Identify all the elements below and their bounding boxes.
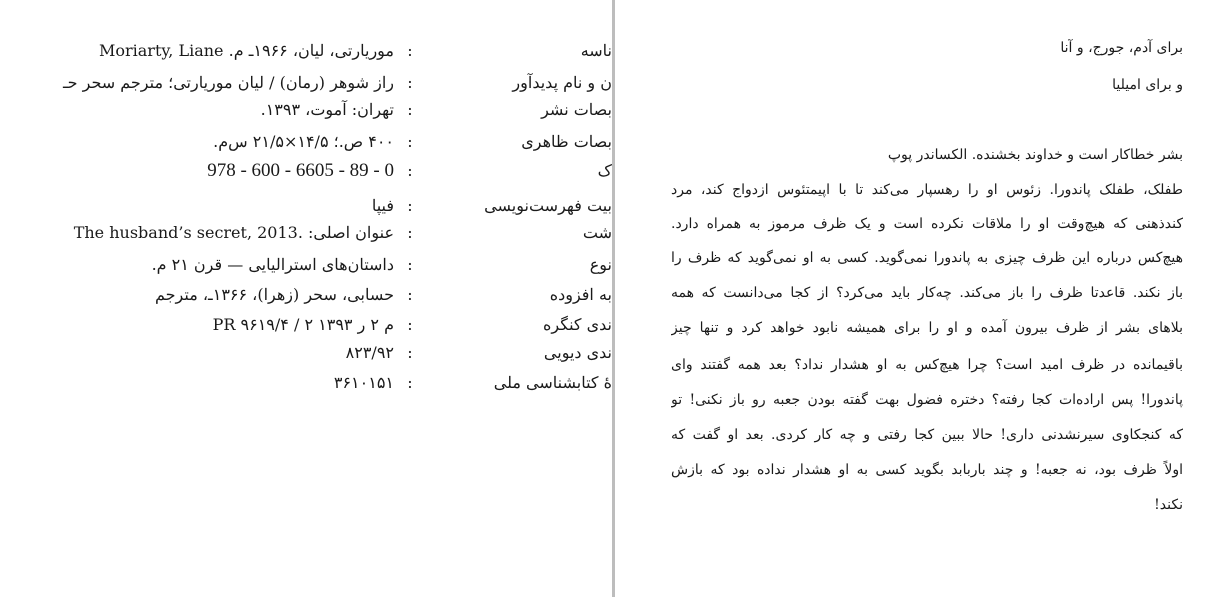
body-line: طفلک، طفلک پاندورا. زئوس او را رهسپار می‌کند تا با اپیمتئوس ازدواج کند، مرد — [671, 182, 1183, 198]
text-page — [616, 0, 1221, 597]
epigraph-line: بشر خطاکار است و خداوند بخشنده. الکساندر پوپ — [887, 147, 1183, 163]
catalog-colon: : — [407, 73, 413, 92]
body-line: اولاً ظرف بود، نه جعبه! و چند باربابد بگوید کسی به او هشدار نداده بود که بازش — [671, 462, 1183, 478]
catalog-colon: : — [407, 132, 413, 151]
catalog-row — [0, 129, 612, 155]
catalog-row — [0, 282, 612, 308]
catalog-value: موریارتی، لیان، ۱۹۶۶ـ م. Moriarty, Liane — [98, 41, 394, 60]
catalog-value: راز شوهر (رمان) / لیان موریارتی؛ مترجم سحر حـ — [62, 73, 394, 92]
catalog-label: ناسه — [580, 41, 612, 60]
catalog-value: PR ۹۶۱۹/۴ / ۲ م ۲ ر ۱۳۹۳ — [212, 315, 394, 334]
catalog-label: بصات نشر — [541, 100, 612, 119]
page-divider — [612, 0, 615, 597]
catalog-colon: : — [407, 285, 413, 304]
catalog-label: بیت فهرست‌نویسی — [484, 196, 612, 215]
catalog-colon: : — [407, 343, 413, 362]
catalog-colon: : — [407, 373, 413, 392]
catalog-colon: : — [407, 41, 413, 60]
catalog-label: نوع — [589, 255, 612, 274]
body-line: نکند! — [1154, 497, 1183, 513]
catalog-row — [0, 252, 612, 278]
catalog-label: ندی کنگره — [543, 315, 612, 334]
catalog-colon: : — [407, 255, 413, 274]
body-line: بلاهای بشر از ظرف بیرون آمده و او را برای همیشه نابود خواهد کرد و تنها چیز — [671, 320, 1183, 336]
catalog-label: به افزوده — [549, 285, 612, 304]
catalog-row — [0, 70, 612, 96]
catalog-value: ۴۰۰ ص.؛ ۱۴/۵×۲۱/۵ س‌م. — [213, 132, 394, 151]
catalog-colon: : — [407, 223, 413, 242]
catalog-row — [0, 340, 612, 366]
catalog-colon: : — [407, 161, 413, 180]
catalog-label: ن و نام پدیدآور — [512, 73, 612, 92]
catalog-value: فیپا — [371, 196, 394, 215]
catalog-row — [0, 97, 612, 123]
dedication-line: و برای امیلیا — [1112, 77, 1183, 93]
catalog-value: ۸۲۳/۹۲ — [345, 343, 394, 362]
catalog-value: حسابی، سحر (زهرا)، ۱۳۶۶ـ، مترجم — [155, 285, 394, 304]
catalog-row — [0, 158, 612, 184]
dedication-line: برای آدم، جورج، و آنا — [1060, 40, 1183, 56]
catalog-colon: : — [407, 100, 413, 119]
body-line: که کنجکاوی سیرنشدنی داری! حالا ببین کجا رفتی و چه کار کردی. بعد او گفت که — [671, 427, 1183, 443]
catalog-label: شت — [582, 223, 612, 242]
catalog-label: ۀ کتابشناسی ملی — [493, 373, 612, 392]
body-line: هیچ‌کس درباره این ظرف چیزی به پاندورا نمی‌گوید. کسی به او نمی‌گوید که ظرف را — [671, 250, 1183, 266]
catalog-row — [0, 193, 612, 219]
body-line: پاندورا! پس اراده‌ات کجا رفته؟ دختره فضول بهت گفته بودن جعبه رو باز نکنی! تو — [671, 392, 1183, 408]
catalog-value: تهران: آموت، ۱۳۹۳. — [260, 100, 394, 119]
catalog-colon: : — [407, 315, 413, 334]
catalog-label: بصات ظاهری — [521, 132, 612, 151]
catalog-value: داستان‌های استرالیایی — قرن ۲۱ م. — [151, 255, 394, 274]
body-line: باز نکند. قاعدتا ظرف را باز می‌کند. چه‌کار باید می‌کرد؟ از کجا می‌دانست که همه — [671, 285, 1183, 301]
catalog-value: 978 - 600 - 6605 - 89 - 0 — [207, 160, 394, 181]
body-line: کندذهنی که هیچ‌وقت او را ملاقات نکرده است و یک ظرف مرموز به همراه دارد. — [671, 216, 1183, 232]
catalog-value: ۳۶۱۰۱۵۱ — [333, 373, 394, 392]
catalog-value: عنوان اصلی: .The husband’s secret, 2013 — [73, 223, 394, 242]
catalog-row — [0, 312, 612, 338]
catalog-label: ندی دیویی — [543, 343, 612, 362]
catalog-colon: : — [407, 196, 413, 215]
catalog-row — [0, 220, 612, 246]
body-line: باقیمانده در ظرف امید است؟ چرا هیچ‌کس به او هشدار نداد؟ بعد همه گفتند وای — [671, 357, 1183, 373]
catalog-label: ک — [597, 161, 612, 180]
catalog-row — [0, 370, 612, 396]
catalog-row — [0, 38, 612, 64]
